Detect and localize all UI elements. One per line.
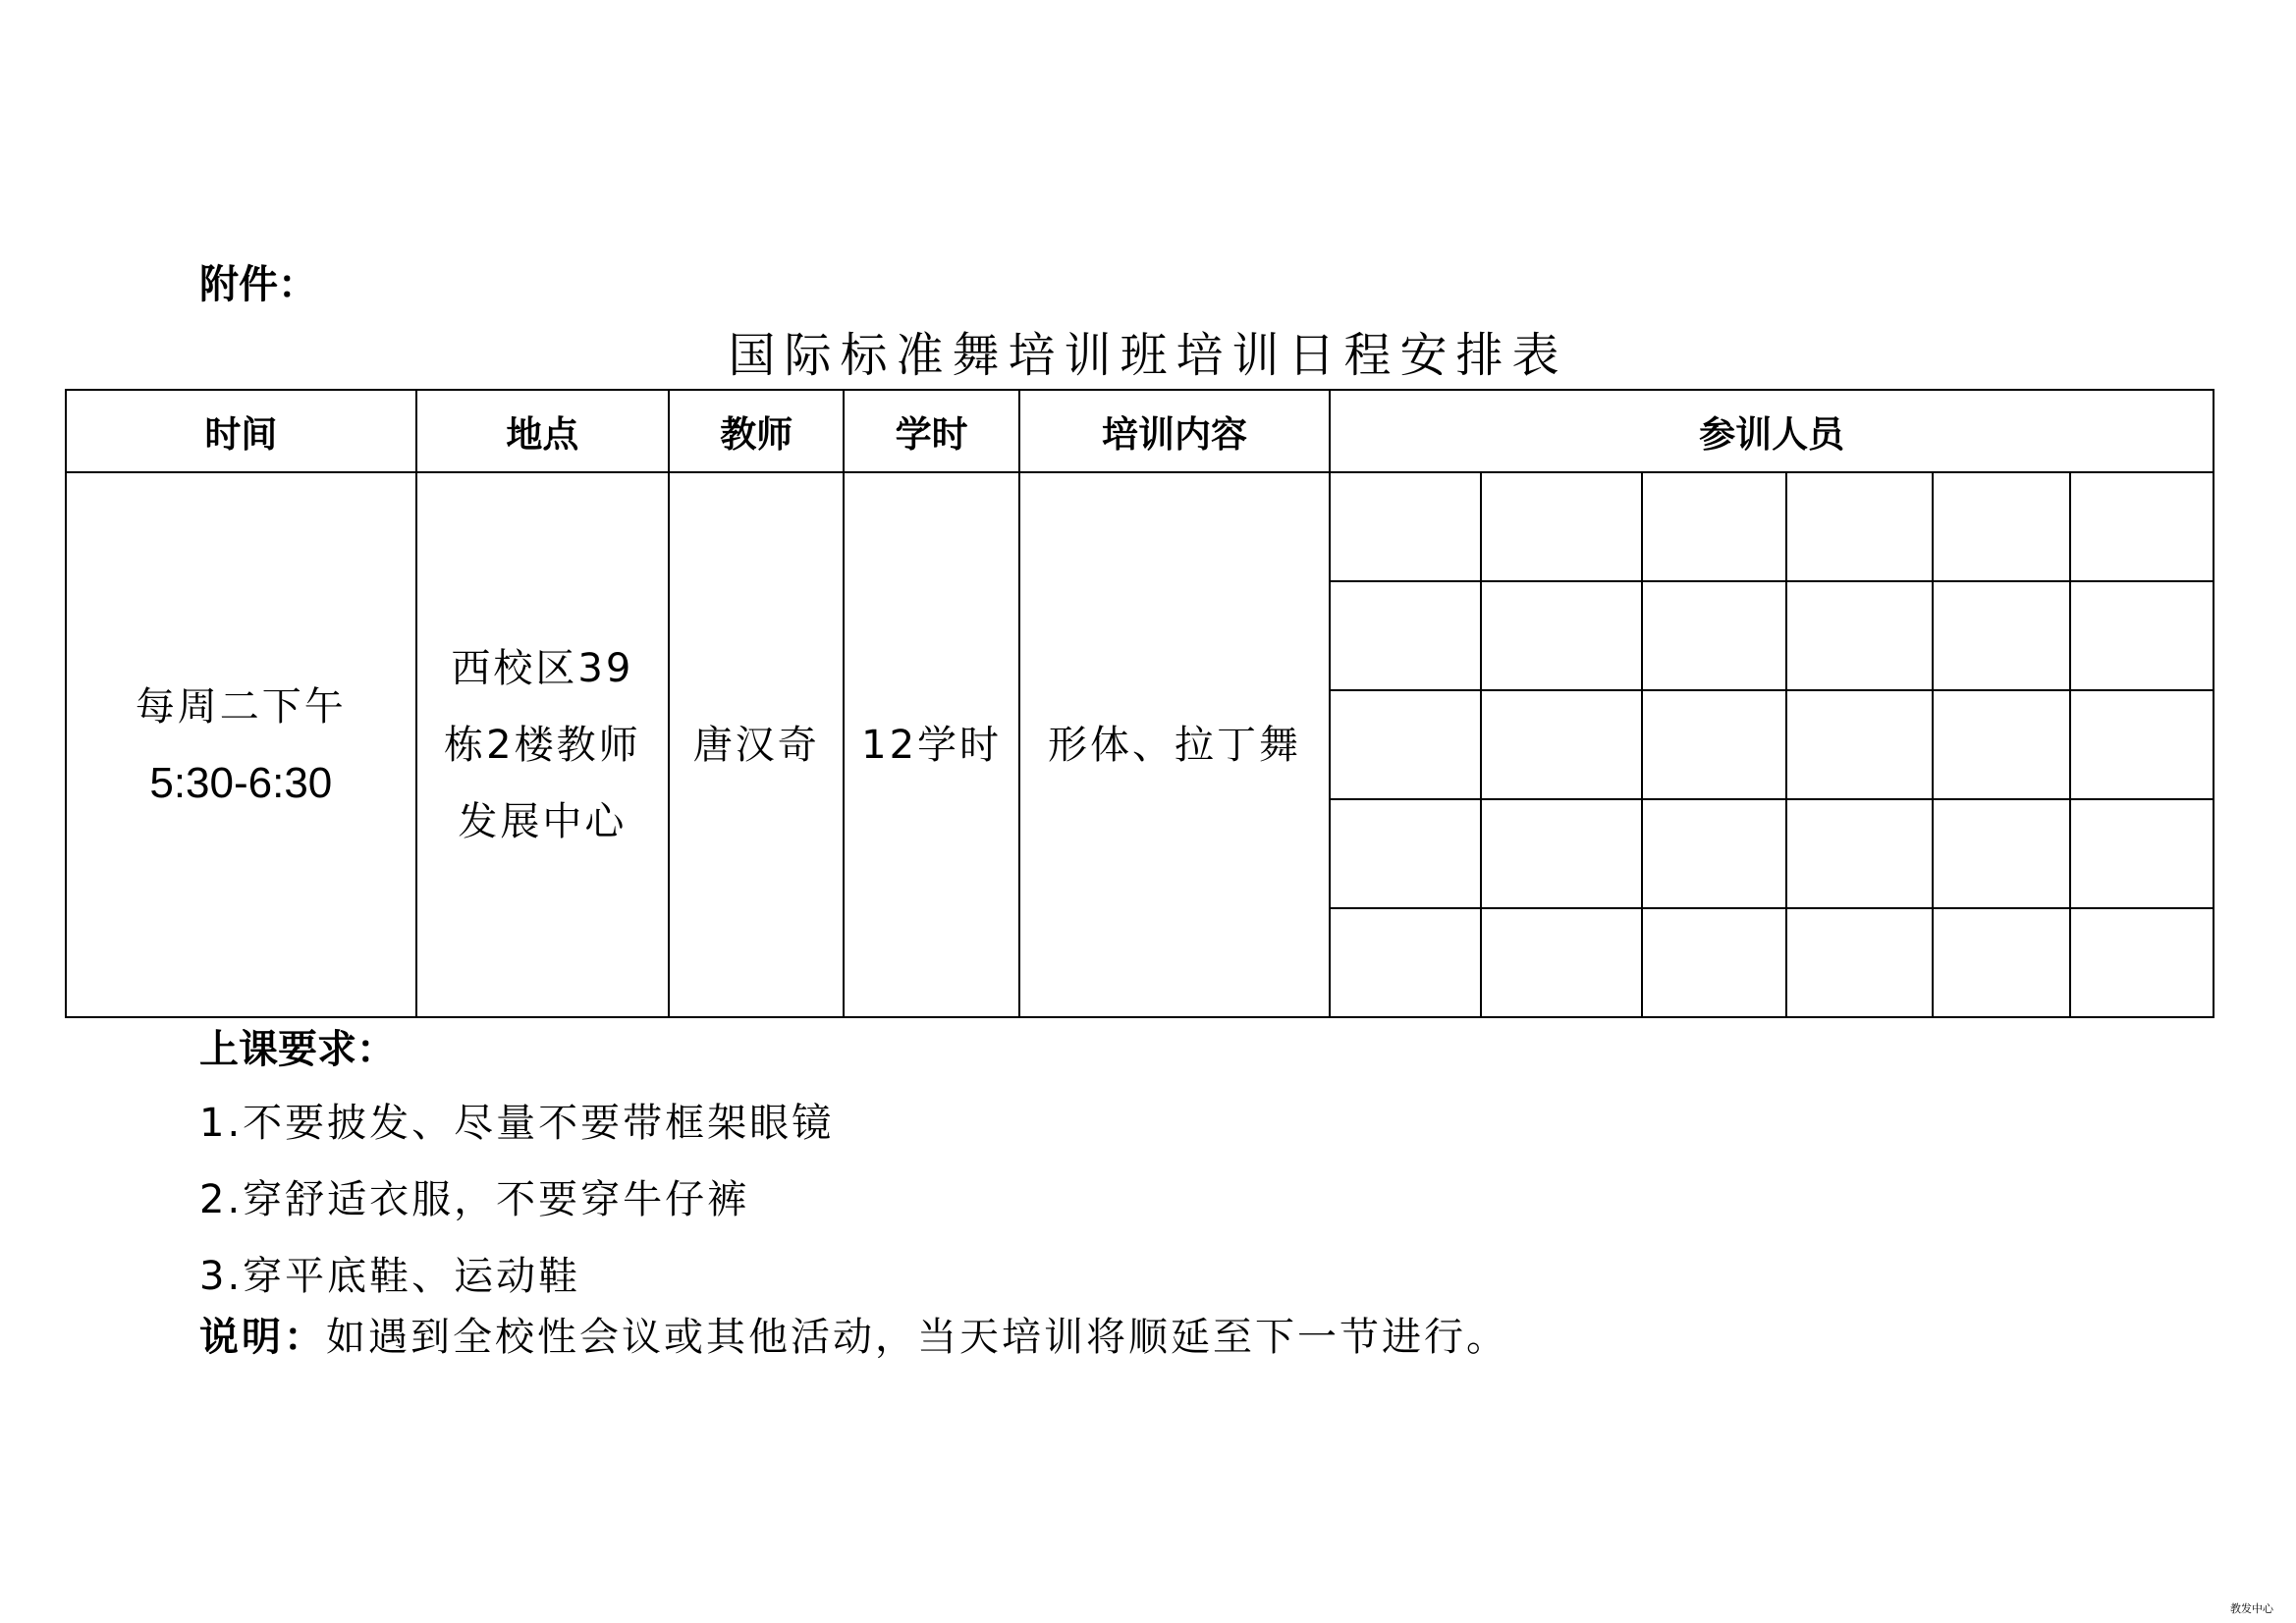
header-teacher: 教师 [669, 390, 844, 472]
participant-slot[interactable] [1642, 472, 1786, 581]
attachment-label: 附件： [199, 262, 317, 307]
participant-slot[interactable] [2070, 472, 2214, 581]
content-cell [1019, 472, 1331, 1017]
participant-slot[interactable] [1786, 472, 1933, 581]
requirements-heading: 上课要求： [199, 1027, 396, 1072]
note [199, 1315, 1508, 1360]
location-cell [416, 472, 669, 1017]
participant-slot[interactable] [1642, 581, 1786, 690]
time-cell [66, 472, 416, 1017]
participant-slot[interactable] [2070, 690, 2214, 799]
footer-mark: 教发中心 [2230, 1602, 2273, 1615]
header-participants: 参训人员 [1330, 390, 2214, 472]
location-line-2: 栋2楼教师 [444, 722, 641, 768]
time-range: 5:30-6:30 [149, 758, 333, 807]
teacher-name: 唐汉奇 [692, 722, 820, 768]
note-label: 说明： [199, 1315, 326, 1360]
document-title: 国际标准舞培训班培训日程安排表 [728, 328, 1568, 383]
content-value: 形体、拉丁舞 [1048, 722, 1302, 768]
time-day: 每周二下午 [135, 683, 347, 730]
participant-slot[interactable] [2070, 908, 2214, 1017]
participant-slot[interactable] [1642, 799, 1786, 908]
teacher-cell [669, 472, 844, 1017]
participant-slot[interactable] [2070, 581, 2214, 690]
hours-value: 12学时 [861, 722, 1003, 768]
participant-slot[interactable] [1786, 908, 1933, 1017]
location-line-3: 发展中心 [458, 798, 628, 844]
schedule-table [65, 389, 2214, 1018]
participant-slot[interactable] [1933, 799, 2069, 908]
note-text: 如遇到全校性会议或其他活动，当天培训将顺延至下一节进行。 [326, 1315, 1508, 1360]
participant-slot[interactable] [1330, 581, 1480, 690]
participant-slot[interactable] [1786, 690, 1933, 799]
participant-slot[interactable] [1481, 690, 1642, 799]
participant-slot[interactable] [1642, 690, 1786, 799]
participant-slot[interactable] [1481, 799, 1642, 908]
header-content: 培训内容 [1019, 390, 1331, 472]
participant-slot[interactable] [1330, 472, 1480, 581]
participant-slot[interactable] [1933, 472, 2069, 581]
header-hours: 学时 [844, 390, 1018, 472]
participant-slot[interactable] [1481, 581, 1642, 690]
schedule-row [66, 472, 2214, 581]
participant-slot[interactable] [1933, 581, 2069, 690]
participant-slot[interactable] [1642, 908, 1786, 1017]
participant-slot[interactable] [1481, 908, 1642, 1017]
location-line-1: 西校区39 [451, 645, 634, 691]
participant-slot[interactable] [1786, 581, 1933, 690]
participant-slot[interactable] [1330, 690, 1480, 799]
requirement-item: 2.穿舒适衣服，不要穿牛仔裤 [199, 1177, 750, 1222]
participant-slot[interactable] [1786, 799, 1933, 908]
hours-cell [844, 472, 1018, 1017]
participant-slot[interactable] [1933, 908, 2069, 1017]
requirement-item: 3.穿平底鞋、运动鞋 [199, 1254, 581, 1299]
participant-slot[interactable] [1330, 908, 1480, 1017]
header-time: 时间 [66, 390, 416, 472]
header-location: 地点 [416, 390, 669, 472]
participant-slot[interactable] [1481, 472, 1642, 581]
header-row [66, 390, 2214, 472]
requirement-item: 1.不要披发、尽量不要带框架眼镜 [199, 1101, 835, 1146]
participant-slot[interactable] [1330, 799, 1480, 908]
participant-slot[interactable] [2070, 799, 2214, 908]
participant-slot[interactable] [1933, 690, 2069, 799]
